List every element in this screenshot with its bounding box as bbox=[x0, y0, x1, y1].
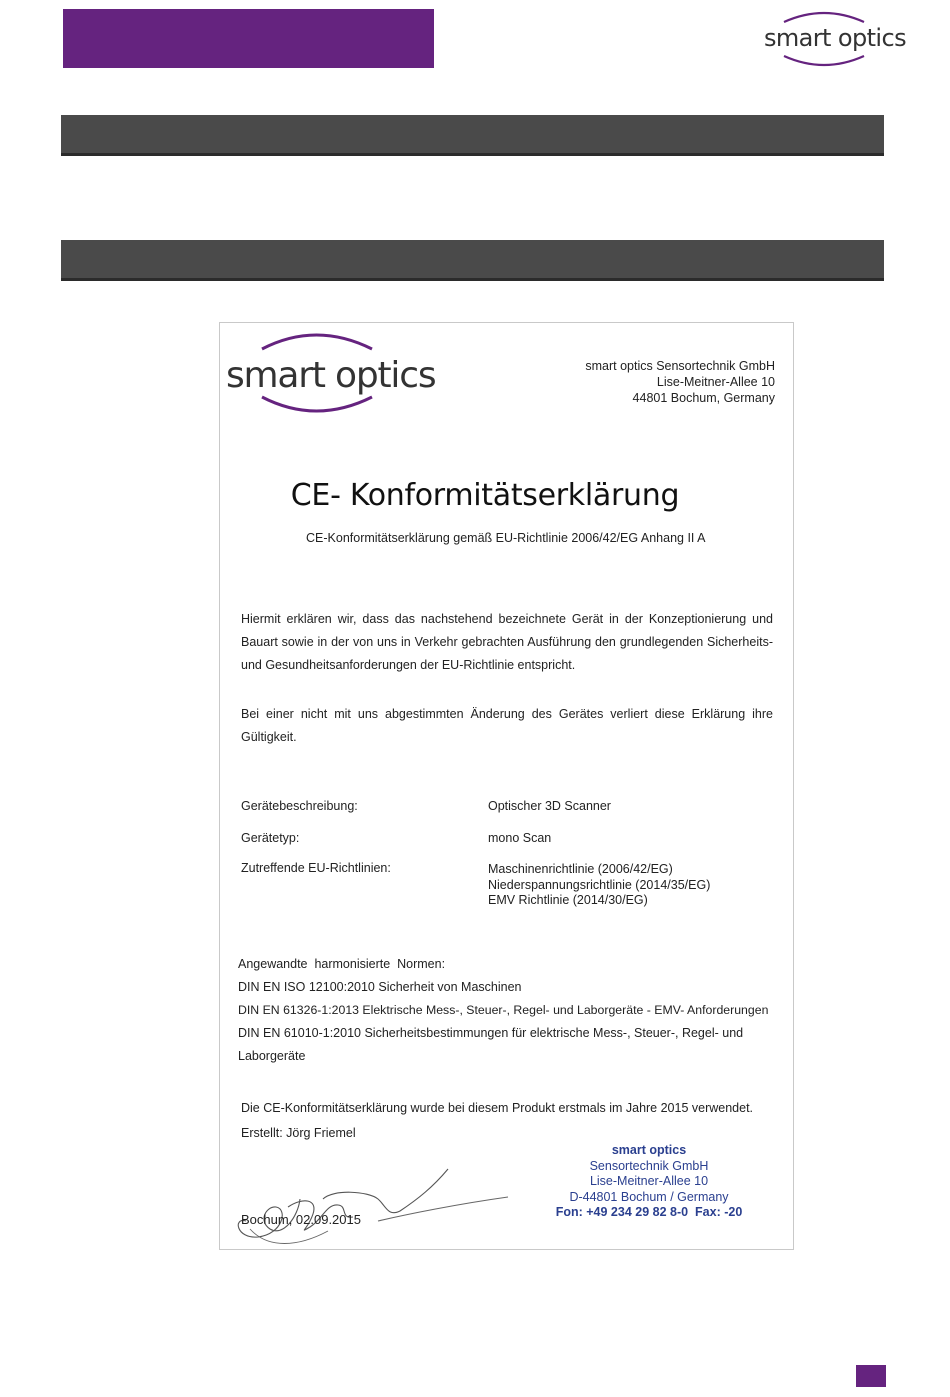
norm-item: DIN EN 61010-1:2010 Sicherheitsbestimmungen für elektrische Mess-, Steuer-, Regel- und bbox=[238, 1026, 744, 1040]
address-line: Lise-Meitner-Allee 10 bbox=[656, 375, 775, 389]
address-line: smart optics Sensortechnik GmbH bbox=[585, 359, 775, 373]
norms-section bbox=[238, 953, 778, 1068]
document-title: CE- Konformitätserklärung bbox=[290, 478, 680, 513]
directive-item: EMV Richtlinie (2014/30/EG) bbox=[488, 893, 648, 907]
declaration-paragraph: Hiermit erklären wir, dass das nachstehend bezeichnete Gerät in der Konzeptionierung und Bauart sowie in der von uns in Verkehr gebrachten Ausführung den grundlegenden Sicherheits- und Gesundheitsanforderungen der EU-Richtlinie entspricht. bbox=[241, 612, 773, 672]
norms-heading: Angewandte harmonisierte Normen: bbox=[238, 957, 446, 971]
validity-paragraph: Bei einer nicht mit uns abgestimmten Änderung des Gerätes verliert diese Erklärung ihre Gültigkeit. bbox=[241, 707, 773, 744]
document-subtitle: CE-Konformitätserklärung gemäß EU-Richtlinie 2006/42/EG Anhang II A bbox=[306, 531, 706, 545]
device-description-value: Optischer 3D Scanner bbox=[488, 799, 611, 813]
directive-item: Niederspannungsrichtlinie (2014/35/EG) bbox=[488, 877, 711, 892]
certificate-document bbox=[219, 322, 794, 1250]
header-logo bbox=[756, 8, 906, 70]
section-bar-top bbox=[61, 115, 884, 156]
stamp-line: Lise-Meitner-Allee 10 bbox=[589, 1174, 709, 1188]
handwritten-signature bbox=[228, 1159, 518, 1251]
address-line: 44801 Bochum, Germany bbox=[632, 391, 775, 405]
stamp-line: Fon: +49 234 29 82 8-0 Fax: -20 bbox=[555, 1205, 743, 1219]
header-brand-band bbox=[63, 9, 434, 68]
company-stamp bbox=[540, 1143, 758, 1221]
stamp-line: Sensortechnik GmbH bbox=[589, 1158, 709, 1173]
device-type-value: mono Scan bbox=[488, 831, 552, 845]
directives-list bbox=[488, 862, 710, 909]
norm-item: DIN EN ISO 12100:2010 Sicherheit von Maschinen bbox=[238, 980, 522, 994]
norm-item: Laborgeräte bbox=[238, 1049, 306, 1063]
device-type-label: Gerätetyp: bbox=[241, 831, 300, 845]
place-date: Bochum, 02.09.2015 bbox=[241, 1212, 361, 1227]
stamp-line: smart optics bbox=[611, 1143, 687, 1157]
page-corner-marker bbox=[856, 1365, 886, 1387]
header-logo-text: smart optics bbox=[764, 24, 906, 52]
creator-line: Erstellt: Jörg Friemel bbox=[241, 1126, 356, 1140]
document-logo bbox=[224, 327, 436, 423]
stamp-line: D-44801 Bochum / Germany bbox=[569, 1189, 729, 1204]
document-logo-text: smart optics bbox=[226, 355, 436, 396]
directive-item: Maschinenrichtlinie (2006/42/EG) bbox=[488, 862, 673, 876]
norm-item: DIN EN 61326-1:2013 Elektrische Mess-, Steuer-, Regel- und Laborgeräte - EMV- Anforderungen bbox=[238, 1003, 769, 1017]
company-address bbox=[585, 358, 775, 406]
first-use-statement: Die CE-Konformitätserklärung wurde bei diesem Produkt erstmals im Jahre 2015 verwendet. bbox=[241, 1101, 754, 1115]
directives-label: Zutreffende EU-Richtlinien: bbox=[241, 861, 391, 875]
device-description-label: Gerätebeschreibung: bbox=[241, 799, 358, 813]
section-bar-second bbox=[61, 240, 884, 281]
